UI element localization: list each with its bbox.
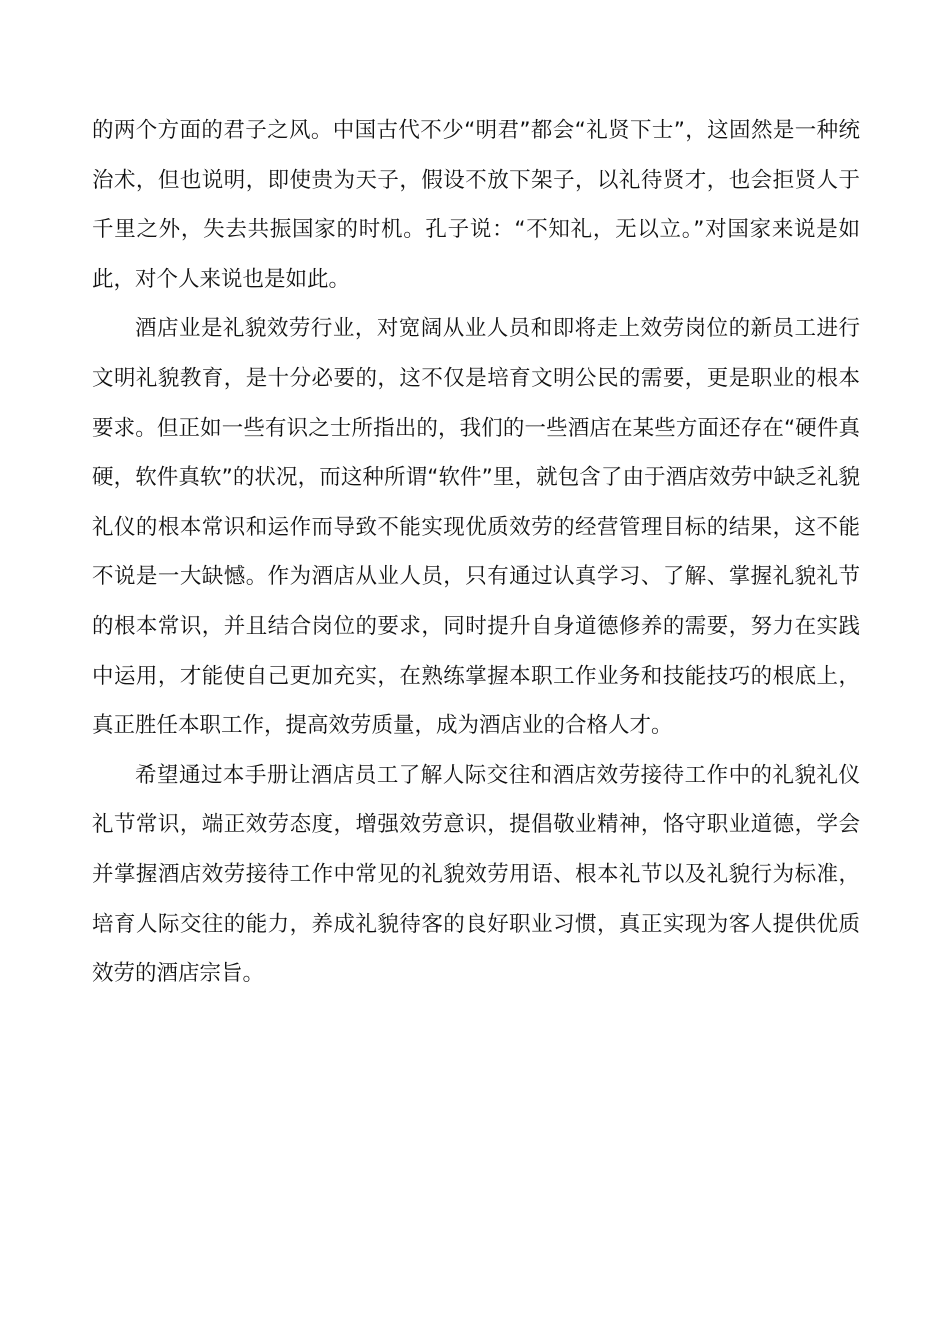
document-body (92, 106, 860, 999)
paragraph-3: 希望通过本手册让酒店员工了解人际交往和酒店效劳接待工作中的礼貌礼仪礼节常识，端正效劳态度，增强效劳意识，提倡敬业精神，恪守职业道德，学会并掌握酒店效劳接待工作中常见的礼貌效劳用语、根本礼节以及礼貌行为标准，培育人际交往的能力，养成礼貌待客的良好职业习惯，真正实现为客人提供优质效劳的酒店宗旨。 (92, 762, 860, 987)
paragraph-1: 的两个方面的君子之风。中国古代不少“明君”都会“礼贤下士”，这固然是一种统治术，但也说明，即使贵为天子，假设不放下架子，以礼待贤才，也会拒贤人于千里之外，失去共振国家的时机。孔子说：“不知礼，无以立。”对国家来说是如此，对个人来说也是如此。 (92, 118, 860, 292)
paragraph-2: 酒店业是礼貌效劳行业，对宽阔从业人员和即将走上效劳岗位的新员工进行文明礼貌教育，是十分必要的，这不仅是培育文明公民的需要，更是职业的根本要求。但正如一些有识之士所指出的，我们的一些酒店在某些方面还存在“硬件真硬，软件真软”的状况，而这种所谓“软件”里，就包含了由于酒店效劳中缺乏礼貌礼仪的根本常识和运作而导致不能实现优质效劳的经营管理目标的结果，这不能不说是一大缺憾。作为酒店从业人员，只有通过认真学习、了解、掌握礼貌礼节的根本常识，并且结合岗位的要求，同时提升自身道德修养的需要，努力在实践中运用，才能使自己更加充实，在熟练掌握本职工作业务和技能技巧的根底上，真正胜任本职工作，提高效劳质量，成为酒店业的合格人才。 (92, 316, 860, 739)
